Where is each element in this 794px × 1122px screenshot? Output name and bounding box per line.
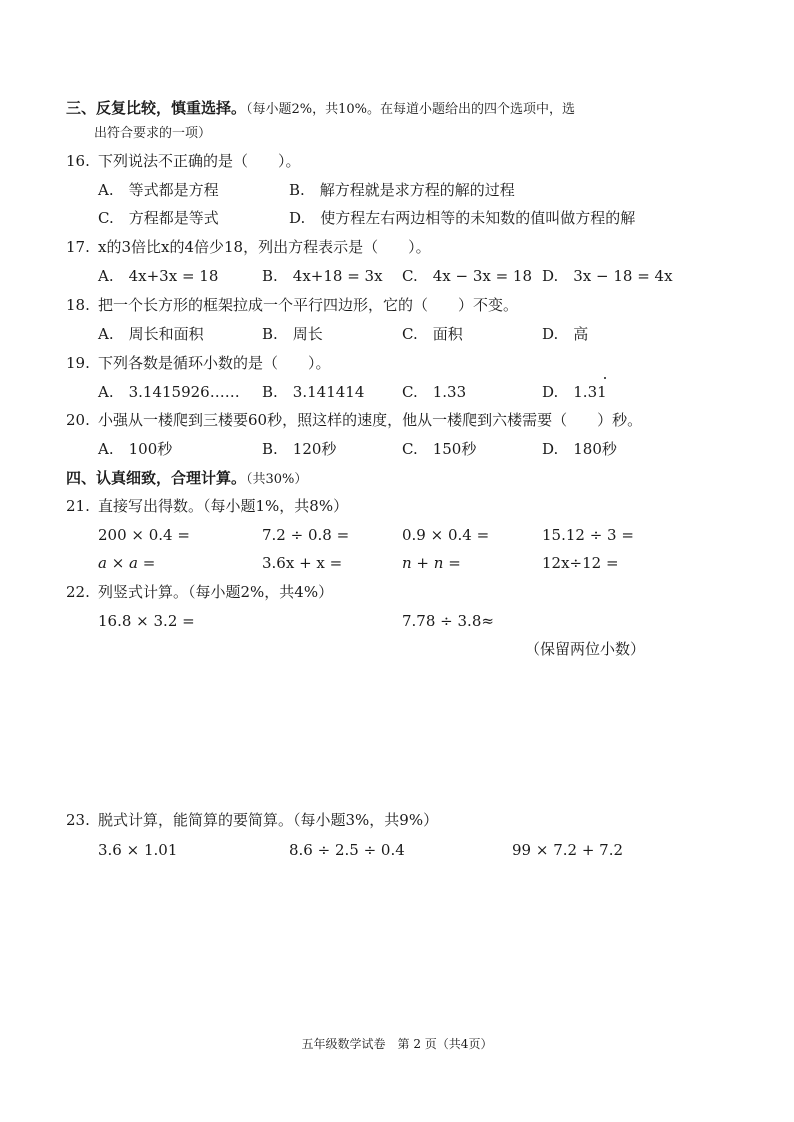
section-4-heading [66,468,307,490]
q22-item: 16.8 × 3.2 = [98,612,195,630]
q18-number: 18. [66,296,90,314]
section-3-title: 三、反复比较，慎重选择。 [66,99,247,117]
q18-option-d: D. 高 [542,325,589,343]
q23-item: 99 × 7.2 + 7.2 [512,841,624,859]
q16-number: 16. [66,152,90,170]
q16-option-b: B. 解方程就是求方程的解的过程 [289,181,515,199]
q21-item: 3.6x + x = [262,554,343,572]
q17-option-d: D. 3x − 18 = 4x [542,267,673,285]
q21-item: 200 × 0.4 = [98,526,190,544]
q22-item: 7.78 ÷ 3.8≈ [402,612,494,630]
q18-option-c: C. 面积 [402,325,463,343]
q20-number: 20. [66,411,90,429]
q18-stem: 把一个长方形的框架拉成一个平行四边形，它的（ ）不变。 [98,296,519,314]
q21-item: 7.2 ÷ 0.8 = [262,526,350,544]
section-3-note-cont: 出符合要求的一项） [94,126,212,141]
q19-option-b: B. 3.141414 [262,383,365,401]
q23-number: 23. [66,811,90,829]
q20-option-a: A. 100秒 [98,440,173,458]
q16-option-d: D. 使方程左右两边相等的未知数的值叫做方程的解 [289,209,636,227]
q23-stem: 脱式计算，能简算的要简算。（每小题3%，共9%） [98,811,439,829]
q18-option-a: A. 周长和面积 [98,325,204,343]
q17-stem: x的3倍比x的4倍少18，列出方程表示是（ ）。 [98,238,431,256]
q18-option-b: B. 周长 [262,325,323,343]
q21-number: 21. [66,497,90,515]
q21-item: 12x÷12 = [542,554,619,572]
section-4-title: 四、认真细致，合理计算。 [66,469,247,487]
page-footer: 五年级数学试卷 第 2 页（共4页） [301,1037,493,1051]
section-3-heading [66,98,575,120]
q19-option-c: C. 1.33 [402,383,467,401]
q17-number: 17. [66,238,90,256]
q19-stem: 下列各数是循环小数的是（ ）。 [98,354,331,372]
q21-item: n + n = [402,554,461,572]
q19-number: 19. [66,354,90,372]
section-3-note: （每小题2%，共10%。在每道小题给出的四个选项中，选 [246,102,576,117]
q21-item: a × a = [98,554,156,572]
q21-item: 0.9 × 0.4 = [402,526,490,544]
q16-stem: 下列说法不正确的是（ ）。 [98,152,301,170]
q21-stem: 直接写出得数。（每小题1%，共8%） [98,497,349,515]
q16-option-c: C. 方程都是等式 [98,209,219,227]
q23-item: 8.6 ÷ 2.5 ÷ 0.4 [289,841,405,859]
q17-option-a: A. 4x+3x = 18 [98,267,219,285]
q21-item: 15.12 ÷ 3 = [542,526,634,544]
q19-option-a: A. 3.1415926…… [98,383,240,401]
q19-option-d [542,382,607,402]
q22-number: 22. [66,583,90,601]
q20-option-d: D. 180秒 [542,440,617,458]
q23-item: 3.6 × 1.01 [98,841,178,859]
q17-option-b: B. 4x+18 = 3x [262,267,383,285]
q17-option-c: C. 4x − 3x = 18 [402,267,533,285]
q22-stem: 列竖式计算。（每小题2%，共4%） [98,583,334,601]
q20-option-b: B. 120秒 [262,440,337,458]
q16-option-a: A. 等式都是方程 [98,181,219,199]
q22-rounding-note: （保留两位小数） [525,640,646,658]
section-4-note: （共30%） [246,472,308,487]
q19-option-d-prefix: D. 1.3 [542,383,598,401]
repeating-digit: 1 [597,383,607,401]
q20-option-c: C. 150秒 [402,440,477,458]
q20-stem: 小强从一楼爬到三楼要60秒，照这样的速度，他从一楼爬到六楼需要（ ）秒。 [98,411,643,429]
